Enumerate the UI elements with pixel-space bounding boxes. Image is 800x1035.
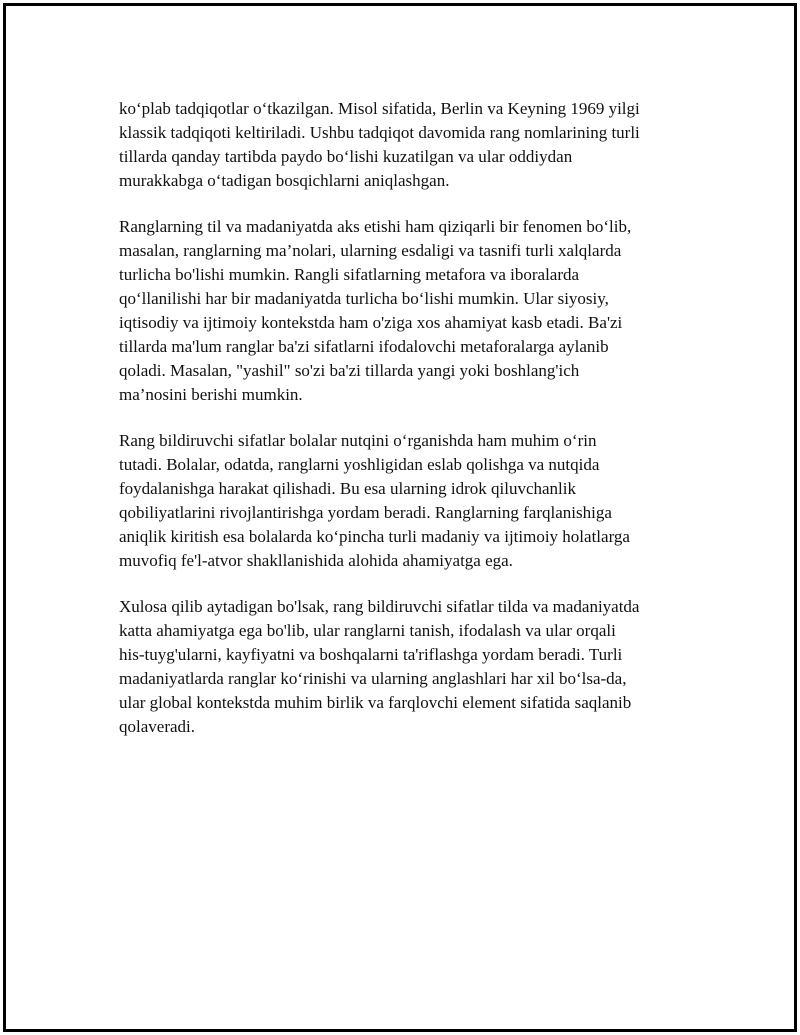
document-body <box>119 97 709 761</box>
paragraph-child-speech: Rang bildiruvchi sifatlar bolalar nutqini o‘rganishda ham muhim o‘rin tutadi. Bolalar, odatda, ranglarni yoshligidan eslab qolishga va nutqida foydalanishga harakat qilishadi. Bu esa ularning idrok qiluvchanlik qobiliyatlarini rivojlantirishga yordam beradi. Ranglarning farqlanishiga aniqlik kiritish esa bolalarda ko‘pincha turli madaniy va ijtimoiy holatlarga muvofiq fe'l-atvor shakllanishida alohida ahamiyatga ega. <box>119 431 630 570</box>
document-page <box>3 3 797 1032</box>
paragraph-conclusion: Xulosa qilib aytadigan bo'lsak, rang bildiruvchi sifatlar tilda va madaniyatda katta ahamiyatga ega bo'lib, ular ranglarni tanish, ifodalash va ular orqali his-tuyg'ularni, kayfiyatni va boshqalarni ta'riflashga yordam beradi. Turli madaniyatlarda ranglar ko‘rinishi va ularning anglashlari har xil bo‘lsa-da, ular global kontekstda muhim birlik va farqlovchi element sifatida saqlanib qolaveradi. <box>119 597 640 736</box>
paragraph-research-history: ko‘plab tadqiqotlar o‘tkazilgan. Misol sifatida, Berlin va Keyning 1969 yilgi klassik tadqiqoti keltiriladi. Ushbu tadqiqot davomida rang nomlarining turli tillarda qanday tartibda paydo bo‘lishi kuzatilgan va ular oddiydan murakkabga o‘tadigan bosqichlarni aniqlashgan. <box>119 99 640 190</box>
paragraph-cultural-meaning: Ranglarning til va madaniyatda aks etishi ham qiziqarli bir fenomen bo‘lib, masalan, ranglarning ma’nolari, ularning esdaligi va tasnifi turli xalqlarda turlicha bo'lishi mumkin. Rangli sifatlarning metafora va iboralarda qo‘llanilishi har bir madaniyatda turlicha bo‘lishi mumkin. Ular siyosiy, iqtisodiy va ijtimoiy kontekstda ham o'ziga xos ahamiyat kasb etadi. Ba'zi tillarda ma'lum ranglar ba'zi sifatlarni ifodalovchi metaforalarga aylanib qoladi. Masalan, "yashil" so'zi ba'zi tillarda yangi yoki boshlang'ich ma’nosini berishi mumkin. <box>119 217 632 404</box>
